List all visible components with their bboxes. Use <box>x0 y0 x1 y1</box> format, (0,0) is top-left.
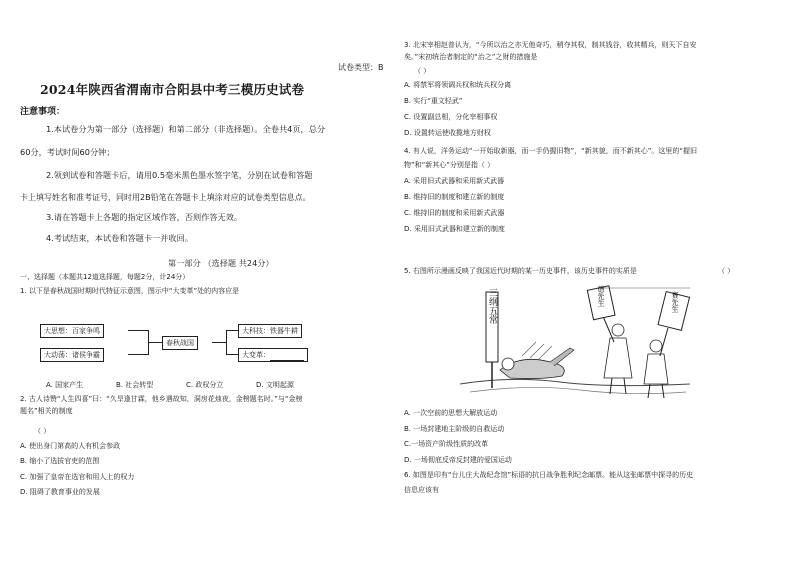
q2-option-c[interactable]: C. 加强了皇帝在选官和用人上的权力 <box>20 473 135 481</box>
cartoon-sign-2: 赛先生 <box>671 291 679 313</box>
notice-heading: 注意事项： <box>20 107 66 117</box>
q4-option-c[interactable]: C. 维持旧的制度和采用新式武器 <box>404 209 505 217</box>
q4-option-a[interactable]: A. 采用旧式武器和采用新式武器 <box>404 177 505 185</box>
notice-item-4: 4.考试结束，本试卷和答题卡一并收回。 <box>46 233 193 243</box>
q5-option-d[interactable]: D. 一场彻底反帝反封建的爱国运动 <box>404 456 512 464</box>
q3-paren: （ ） <box>414 67 431 75</box>
q1-options <box>46 380 326 390</box>
q1-option-d[interactable]: D. 文明起源 <box>256 381 294 389</box>
q1-diagram <box>40 320 350 372</box>
diagram-box-right-bottom <box>238 348 308 362</box>
diagram-connector <box>128 354 148 355</box>
q2-stem-a: 2. 古人诗赞“人生四喜”曰：“久旱逢甘霖，他乡遇故知，洞房花烛夜，金榜题名时。”与“金榜 <box>20 395 303 403</box>
q3-stem-a: 3. 北宋宰相赵普认为，“今所以治之亦无他奇巧，稍夺其权，制其钱谷，收其精兵，则天下自安 <box>404 41 697 49</box>
q2-option-d[interactable]: D. 阻碍了教育事业的发展 <box>20 488 100 496</box>
q1-stem: 1. 以下是春秋战国时期时代特征示意图，图示中“大变革”处的内容应是 <box>20 287 240 295</box>
q3-option-c[interactable]: C. 设置副总相，分化宰相事权 <box>404 113 498 121</box>
q1-option-c[interactable]: C. 政权分立 <box>186 381 224 389</box>
q4-option-d[interactable]: D. 采用旧式武器和建立新的制度 <box>404 225 505 233</box>
diagram-connector <box>226 354 238 355</box>
q1-option-a[interactable]: A. 国家产生 <box>46 381 84 389</box>
cartoon-label-left: 三纲五常 <box>487 288 497 324</box>
q5-option-c[interactable]: C.一场资产阶级性质的改革 <box>404 440 489 448</box>
diagram-box-left-top: 大思想：百家争鸣 <box>40 324 104 338</box>
diagram-connector <box>226 330 238 331</box>
q5-option-a[interactable]: A. 一次空前的思想大解放运动 <box>404 409 498 417</box>
part1-title: 第一部分 （选择题 共24分） <box>168 258 274 268</box>
section-title: 一、选择题（本题共12道选择题，每题2分，计24分） <box>20 273 190 281</box>
diagram-box-right-top: 大科技：铁器牛耕 <box>238 324 302 338</box>
q2-stem-b: 题名”相关的制度 <box>20 407 73 415</box>
q6-stem-a: 6. 如图是印有“台儿庄大战纪念馆”标语的抗日战争胜利纪念邮票。能从这张邮票中探寻的历史 <box>404 471 694 479</box>
notice-item-1b: 60分，考试时间60分钟； <box>20 147 115 157</box>
cartoon-sign-1: 德先生 <box>597 285 605 307</box>
diagram-connector <box>128 330 148 331</box>
q1-option-b[interactable]: B. 社会转型 <box>116 381 154 389</box>
q6-stem-b: 信息应该有 <box>404 486 439 494</box>
diagram-box-left-bottom: 大动荡：诸侯争霸 <box>40 348 104 362</box>
paper-type: 试卷类型：B <box>338 63 384 72</box>
answer-blank <box>270 353 304 361</box>
q3-option-a[interactable]: A. 将禁军将领调兵权和统兵权分离 <box>404 81 512 89</box>
q5-cartoon-image <box>450 284 700 402</box>
q3-option-b[interactable]: B. 实行“重文轻武” <box>404 97 463 105</box>
notice-item-1a: 1.本试卷分为第一部分（选择题）和第二部分（非选择题）。全卷共4页，总分 <box>46 124 326 134</box>
page-title: 2024年陕西省渭南市合阳县中考三模历史试卷 <box>40 82 305 97</box>
notice-item-2a: 2.领到试卷和答题卡后，请用0.5毫米黑色墨水签字笔，分别在试卷和答题 <box>46 170 313 180</box>
notice-item-2b: 卡上填写姓名和准考证号，同时用2B铅笔在答题卡上填涂对应的试卷类型信息点。 <box>20 193 311 202</box>
diagram-connector <box>148 342 162 343</box>
q4-option-b[interactable]: B. 维持旧的制度和建立新的制度 <box>404 193 505 201</box>
q2-paren: （ ） <box>34 427 51 435</box>
q5-stem: 5. 右图所示漫画反映了我国近代时期的某一历史事件，该历史事件的实质是 <box>404 267 637 275</box>
diagram-connector <box>212 342 226 343</box>
diagram-box-right-bottom-label: 大变革： <box>242 351 270 359</box>
q4-stem-b: 物”和“新其心”分别是指（ ） <box>404 161 495 169</box>
diagram-box-center: 春秋战国 <box>162 336 198 350</box>
q5-paren: （ ） <box>718 267 735 275</box>
diagram-connector <box>226 330 227 355</box>
notice-item-3: 3.请在答题卡上各题的指定区域作答，否则作答无效。 <box>46 212 243 222</box>
q2-option-b[interactable]: B. 缩小了选拔官吏的范围 <box>20 457 100 465</box>
q2-option-a[interactable]: A. 使出身门第高的人有机会参政 <box>20 442 121 450</box>
q3-stem-b: 矣。”宋初统治者制定的“治之”之财的措施是 <box>404 53 538 61</box>
q3-option-d[interactable]: D. 设置转运使收揽地方财权 <box>404 129 491 137</box>
q5-option-b[interactable]: B. 一场封建地主阶级的自救运动 <box>404 425 505 433</box>
q4-stem-a: 4. 有人说，洋务运动“一开始取新器，而一手仍握旧物”，“新其貌，而不新其心”。这里的“握旧 <box>404 147 698 155</box>
